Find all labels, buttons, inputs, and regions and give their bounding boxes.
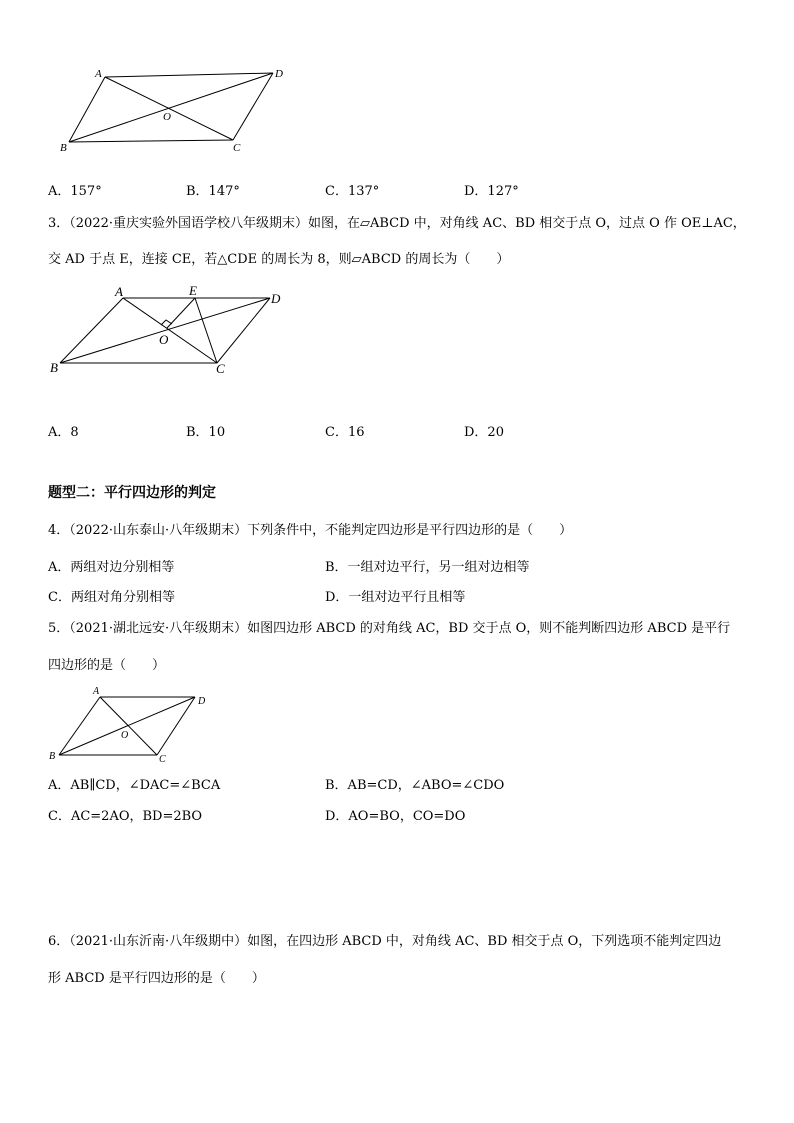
q3-label-a: A [115, 284, 123, 299]
q5-option-d[interactable]: D．AO=BO，CO=DO [325, 809, 466, 824]
q3-text-line1: 3．（2022·重庆实验外国语学校八年级期末）如图，在▱ABCD 中，对角线 AC、BD 相交于点 O，过点 O 作 OE⊥AC， [48, 216, 746, 231]
q3-option-c[interactable]: C．16 [325, 425, 365, 440]
section-title: 题型二：平行四边形的判定 [48, 485, 216, 501]
q2-label-d: D [275, 68, 283, 80]
q4-text: 4．（2022·山东泰山·八年级期末）下列条件中，不能判定四边形是平行四边形的是（ ） [48, 523, 573, 538]
q2-option-c[interactable]: C．137° [325, 184, 380, 199]
q2-option-d[interactable]: D．127° [464, 184, 519, 199]
q4-option-d[interactable]: D．一组对边平行且相等 [325, 590, 466, 605]
q2-option-a[interactable]: A．157° [48, 184, 102, 199]
q5-label-o: O [121, 730, 129, 741]
q3-option-b[interactable]: B．10 [186, 425, 226, 440]
q5-label-c: C [159, 754, 166, 763]
q2-label-c: C [233, 142, 241, 154]
q3-label-o: O [159, 332, 169, 347]
q5-option-a[interactable]: A．AB∥CD，∠DAC=∠BCA [48, 778, 221, 793]
q2-parallelogram-figure [55, 65, 295, 160]
q2-label-b: B [60, 142, 67, 154]
q2-label-a: A [95, 68, 102, 80]
q3-parallelogram-figure [45, 280, 295, 380]
q5-text-line1: 5．（2021·湖北远安·八年级期末）如图四边形 ABCD 的对角线 AC，BD 交于点 O，则不能判断四边形 ABCD 是平行 [48, 621, 731, 636]
q5-text-line2: 四边形的是（ ） [48, 658, 166, 673]
q5-option-b[interactable]: B．AB=CD，∠ABO=∠CDO [325, 778, 505, 793]
q5-label-d: D [198, 696, 206, 707]
q2-option-b[interactable]: B．147° [186, 184, 240, 199]
q3-label-c: C [216, 361, 225, 376]
q3-label-e: E [189, 283, 197, 298]
q5-label-b: B [49, 751, 56, 762]
q5-label-a: A [93, 686, 100, 697]
q4-option-c[interactable]: C．两组对角分别相等 [48, 590, 175, 605]
q4-option-b[interactable]: B．一组对边平行，另一组对边相等 [325, 560, 530, 575]
q4-option-a[interactable]: A．两组对边分别相等 [48, 560, 175, 575]
q2-label-o: O [163, 111, 171, 123]
q5-option-c[interactable]: C．AC=2AO，BD=2BO [48, 809, 203, 824]
q3-option-d[interactable]: D．20 [464, 425, 504, 440]
q3-option-a[interactable]: A．8 [48, 425, 79, 440]
q3-text-line2: 交 AD 于点 E，连接 CE，若△CDE 的周长为 8，则▱ABCD 的周长为（ ） [48, 252, 510, 267]
q3-label-b: B [50, 360, 58, 375]
q6-text-line1: 6．（2021·山东沂南·八年级期中）如图，在四边形 ABCD 中，对角线 AC、BD 相交于点 O，下列选项不能判定四边 [48, 934, 722, 949]
q3-label-d: D [271, 291, 281, 306]
q5-parallelogram-figure [45, 683, 220, 763]
q6-text-line2: 形 ABCD 是平行四边形的是（ ） [48, 971, 265, 986]
